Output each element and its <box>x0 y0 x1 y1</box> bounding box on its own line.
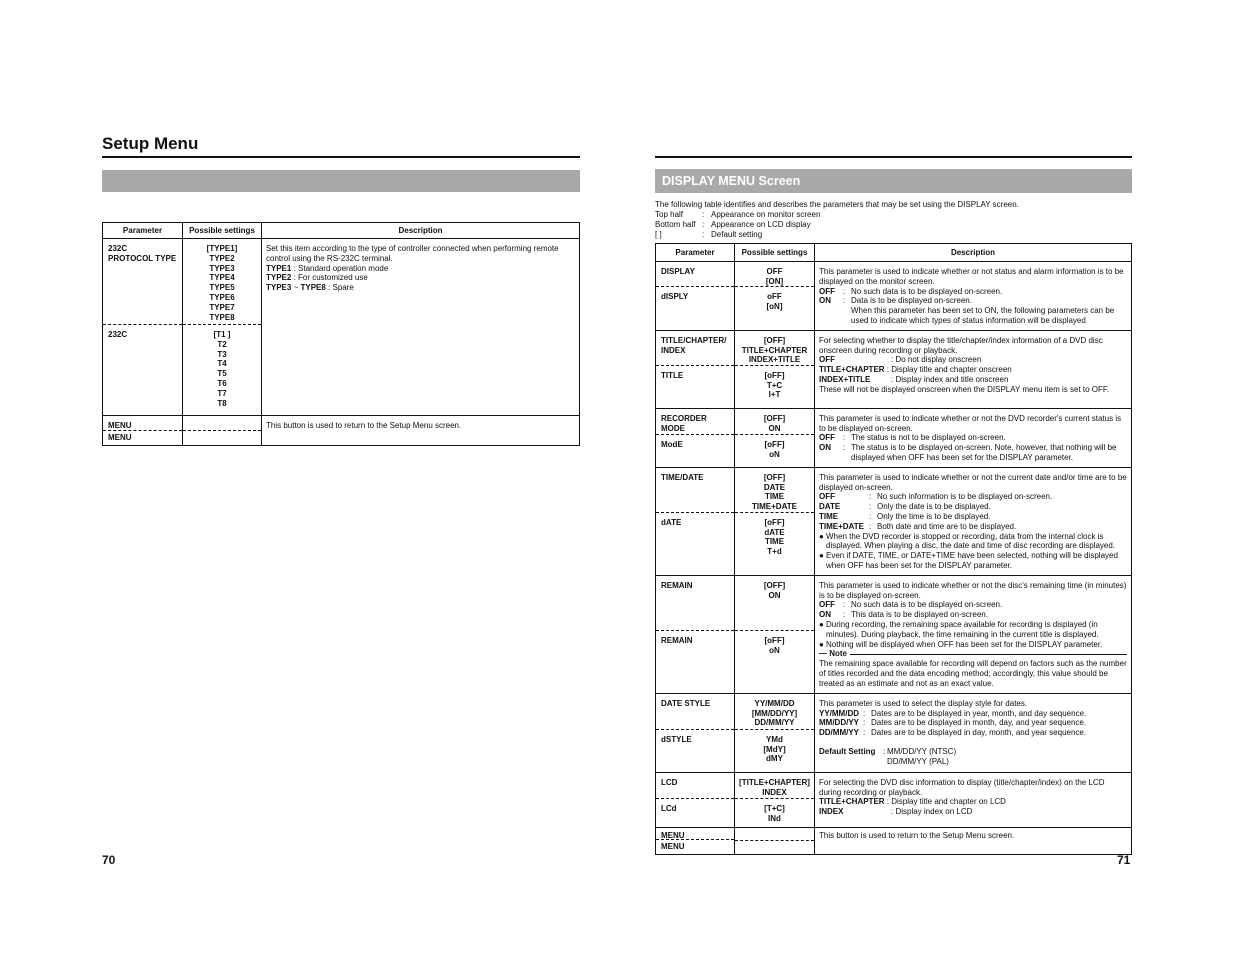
page-number-left: 70 <box>102 853 116 867</box>
page-title: Setup Menu <box>102 134 199 153</box>
type3-8-value: : Spare <box>325 283 354 293</box>
settings-date-lcd: [oFF] dATE TIME T+d <box>735 512 814 557</box>
ds-intro: This parameter is used to select the display style for dates. <box>819 698 1028 708</box>
title-intro: For selecting whether to display the title/chapter/index information of a DVD disc onscreen during recording or playback. <box>819 335 1103 355</box>
legend-bottom-value: Appearance on LCD display <box>711 220 811 229</box>
ds-ymd-key: YY/MM/DD <box>819 708 859 718</box>
remain-off-key: OFF <box>819 600 835 610</box>
legend-top-value: Appearance on monitor screen <box>711 210 821 219</box>
settings-dstyle-lcd: YMd [MdY] dMY <box>735 729 814 764</box>
td-timedate-key: TIME+DATE <box>819 521 864 531</box>
settings-232c-monitor: [TYPE1] TYPE2 TYPE3 TYPE4 TYPE5 TYPE6 TYPE7 TYPE8 <box>206 244 238 322</box>
param-remain: REMAIN <box>661 580 693 590</box>
param-lcd-lcd: LCd <box>656 798 734 814</box>
td-time-value: Only the time is to be displayed. <box>877 511 991 521</box>
title-tc-value: : Display title and chapter onscreen <box>884 365 1012 375</box>
remain-off-value: No such data is to be displayed on-screen. <box>851 600 1003 610</box>
param-menu-lcd: MENU <box>103 430 182 443</box>
page-number-right: 71 <box>1117 853 1131 867</box>
title-outro: These will not be displayed onscreen when the DISPLAY menu item is set to OFF. <box>819 384 1110 394</box>
lcd-index-key: INDEX <box>819 807 844 817</box>
param-title-chapter: TITLE/CHAPTER/ INDEX <box>661 335 727 355</box>
settings-232c-lcd: [T1 ] T2 T3 T4 T5 T6 T7 T8 <box>183 324 261 408</box>
display-intro: This parameter is used to indicate whether or not status and alarm information is to be displayed on the monitor screen. <box>819 267 1124 286</box>
header-settings: Possible settings <box>735 244 815 262</box>
td-timedate-value: Both date and time are to be displayed. <box>877 521 1017 531</box>
lcd-tc-key: TITLE+CHAPTER <box>819 797 885 807</box>
param-display-lcd: dISPLY <box>656 286 734 302</box>
td-off-value: No such information is to be displayed on-screen. <box>877 492 1053 502</box>
legend-bottom-key: Bottom half <box>655 220 696 229</box>
lcd-intro: For selecting the DVD disc information to display (title/chapter/index) on the LCD during recording or playback. <box>819 777 1105 797</box>
display-on-key: ON <box>819 296 831 306</box>
header-description: Description <box>815 244 1132 262</box>
type2-key: TYPE2 <box>266 273 292 283</box>
param-menu-lcd: MENU <box>656 839 734 852</box>
type1-value: : Standard operation mode <box>291 263 389 273</box>
display-on-value: Data is to be displayed on-screen. <box>851 296 972 306</box>
param-remain-lcd: REMAIN <box>656 630 734 646</box>
settings-title-chapter: [OFF] TITLE+CHAPTER INDEX+TITLE <box>741 335 808 365</box>
lcd-tc-value: : Display title and chapter on LCD <box>884 797 1006 807</box>
display-off-value: No such data is to be displayed on-screen. <box>851 286 1003 296</box>
remain-bullet-1: During recording, the remaining space available for recording is displayed (in minutes). During playback, the time remaining in the current title is displayed. <box>826 619 1099 639</box>
display-on-more: When this parameter has been set to ON, the following parameters can be used to indicate which types of status information will be displayed <box>851 306 1115 325</box>
type3-key: TYPE3 <box>266 283 292 293</box>
ds-default-ntsc: MM/DD/YY (NTSC) <box>887 746 957 756</box>
settings-time-date: [OFF] DATE TIME TIME+DATE <box>752 472 797 512</box>
remain-on-value: This data is to be displayed on-screen. <box>851 610 988 620</box>
settings-date-style: YY/MM/DD [MM/DD/YY] DD/MM/YY <box>751 698 798 728</box>
title-it-value: : Display index and title onscreen <box>891 374 1009 384</box>
type-range-sep: ~ <box>291 283 301 293</box>
settings-display-lcd: oFF [oN] <box>735 286 814 312</box>
settings-remain: [OFF] ON <box>763 580 786 600</box>
ds-default-pal: DD/MM/YY (PAL) <box>887 756 949 766</box>
mode-on-key: ON <box>819 443 831 453</box>
param-time-date: TIME/DATE <box>661 472 704 482</box>
ds-mdy-key: MM/DD/YY <box>819 718 859 728</box>
banner-title: DISPLAY MENU Screen <box>662 174 801 188</box>
header-parameter: Parameter <box>656 244 735 262</box>
type8-key: TYPE8 <box>300 283 326 293</box>
desc-menu: This button is used to return to the Setup Menu screen. <box>266 421 462 430</box>
remain-note: The remaining space available for recording will depend on factors such as the number of titles recorded and the data encoding method; accordingly, this value should be treated as an estimate and not as an exact value. <box>819 659 1127 688</box>
param-dstyle-lcd: dSTYLE <box>656 729 734 745</box>
section-banner-display-menu <box>655 169 1132 193</box>
remain-on-key: ON <box>819 610 831 620</box>
menu-desc: This button is used to return to the Setup Menu screen. <box>819 830 1015 840</box>
mode-on-more: displayed when OFF has been set for the DISPLAY parameter. <box>851 452 1074 462</box>
ds-mdy-value: Dates are to be displayed in month, day, and year sequence. <box>871 718 1087 728</box>
display-table: Parameter Possible settings Description DISPLAY dISPLY OFF [ON] oFF [oN] This parameter is used to indicate whether or not status and alarm information is to be displayed on the monitor screen. OFF : No such data is to be displayed on-screen. ON : Data is to be displayed on-screen. When this parameter has been set to ON, the following parameters can be used to indicate which types of status information will be displayed TITLE/CHAPTER/ INDEX TITLE [OFF] TITLE+CHAPTER INDEX+TITLE [oFF] T+C I+T For selecting whether to display the title/chapter/index information of a DVD disc onscreen during recording or playback. OFF : Do not display onscreen TITLE+CHAPTER : Display title and chapter onscreen INDEX+TITLE : Display index and title onscreen These will not be displayed onscreen when the DISPLAY menu item is set to OFF. RECORDER MODE ModE [OFF] ON [oFF] oN This parameter is used to indicate whether or not the DVD recorder's current status is to be displayed on-screen. OFF : The status is not to be displayed on-screen. ON : The status is to be displayed on-screen. Note, however, that nothing will be displayed when OFF has been set for the DISPLAY parameter. TIME/DATE dATE [OFF] DATE TIME TIME+DATE [oFF] dATE TIME T+d This parameter is used to indicate whether or not the current date and/or time are to be displayed on-screen. OFF : No such information is to be displayed on-screen. DATE : Only the date is to be displayed. TIME : Only the time is to be displayed. TIME+DATE : Both date and time are to be displayed. ● When the DVD recorder is stopped or recording, data from the internal clock is displayed. When playing a disc, the date and time of disc recording are displayed. ● Even if DATE, TIME, or DATE+TIME have been selected, nothing will be displayed when OFF has been set for the DISPLAY parameter. REMAIN REMAIN [OFF] ON [oFF] oN This parameter is used to indicate whether or not the disc's remaining time (in minutes) is to be displayed on-screen. OFF : No such data is to be displayed on-screen. ON : This data is to be displayed on-screen. ● During recording, the remaining space available for recording is displayed (in minutes). During playback, the time remaining in the current title is displayed. ● Nothing will be displayed when OFF has been set for the DISPLAY parameter. — Note The remaining space available for recording will depend on factors such as the number of titles recorded and the data encoding method; accordingly, this value should be treated as an estimate and not as an exact value. DATE STYLE dSTYLE YY/MM/DD [MM/DD/YY] DD/MM/YY YMd [MdY] dMY This parameter is used to select the display style for dates. YY/MM/DD : Dates are to be displayed in year, month, and day sequence. MM/DD/YY : Dates are to be displayed in month, day, and year sequence. DD/MM/YY : Dates are to be displayed in day, month, and year sequence. Default Setting : MM/DD/YY (NTSC) DD/MM/YY (PAL) LCD LCd [TITLE+CHAPTER] INDEX [T+C] INd For selecting the DVD disc information to display (title/chapter/index) on the LCD during recording or playback. TITLE+CHAPTER : Display title and chapter on LCD INDEX : Display index on LCD MENU MENU This button is used to return to the Setup Menu screen. <box>655 243 1132 855</box>
settings-title-lcd: [oFF] T+C I+T <box>735 365 814 400</box>
type1-key: TYPE1 <box>266 263 292 273</box>
settings-recorder-mode: [OFF] ON <box>763 413 786 433</box>
intro-text: The following table identifies and describes the parameters that may be set using the DISPLAY screen. Top half : Appearance on monitor screen Bottom half : Appearance on LCD display [ ] : Default setting <box>655 200 1132 240</box>
note-heading <box>819 649 1127 659</box>
lcd-index-value: : Display index on LCD <box>891 807 973 817</box>
mode-off-key: OFF <box>819 433 835 443</box>
param-menu-monitor: MENU <box>108 421 132 430</box>
legend-default-value: Default setting <box>711 230 763 239</box>
param-232c-monitor: 232C PROTOCOL TYPE <box>108 244 177 263</box>
title-off-key: OFF <box>819 355 835 365</box>
title-rule <box>102 156 580 158</box>
ds-ymd-value: Dates are to be displayed in year, month, and day sequence. <box>871 708 1087 718</box>
td-date-value: Only the date is to be displayed. <box>877 502 991 512</box>
td-time-key: TIME <box>819 511 839 521</box>
param-title-lcd: TITLE <box>656 365 734 381</box>
param-recorder-mode: RECORDER MODE <box>661 413 707 433</box>
right-rule <box>655 156 1132 158</box>
param-display: DISPLAY <box>661 267 695 276</box>
legend-default-key: [ ] <box>655 230 662 239</box>
desc-232c-intro: Set this item according to the type of controller connected when performing remote control using the RS-232C terminal. <box>266 244 559 263</box>
param-mode-lcd: ModE <box>656 434 734 450</box>
ds-default-key: Default Setting <box>819 746 876 756</box>
settings-mode-lcd: [oFF] oN <box>735 434 814 460</box>
param-menu: MENU <box>661 830 685 840</box>
section-banner <box>102 170 580 192</box>
settings-lcd: [TITLE+CHAPTER] INDEX <box>739 777 810 797</box>
desc-232c <box>262 239 580 416</box>
mode-intro: This parameter is used to indicate whether or not the DVD recorder's current status is to be displayed on-screen. <box>819 413 1122 433</box>
ds-dmy-value: Dates are to be displayed in day, month, and year sequence. <box>871 728 1087 738</box>
header-settings: Possible settings <box>183 223 262 239</box>
param-date-style: DATE STYLE <box>661 698 711 708</box>
td-intro: This parameter is used to indicate whether or not the current date and/or time are to be displayed on-screen. <box>819 472 1127 492</box>
legend-top-key: Top half <box>655 210 684 219</box>
mode-on-value: The status is to be displayed on-screen. Note, however, that nothing will be <box>851 443 1117 453</box>
title-off-value: : Do not display onscreen <box>891 355 982 365</box>
note-label: — Note <box>819 649 847 659</box>
td-off-key: OFF <box>819 492 835 502</box>
intro-sentence: The following table identifies and describes the parameters that may be set using the DISPLAY screen. <box>655 200 1019 209</box>
type2-value: : For customized use <box>291 273 368 283</box>
param-date-lcd: dATE <box>656 512 734 528</box>
header-parameter: Parameter <box>103 223 183 239</box>
remain-intro: This parameter is used to indicate whether or not the disc's remaining time (in minutes) is to be displayed on-screen. <box>819 580 1127 600</box>
settings-lcd-lcd: [T+C] INd <box>735 798 814 824</box>
setup-table <box>102 222 580 446</box>
display-off-key: OFF <box>819 286 835 296</box>
header-description: Description <box>262 223 580 239</box>
mode-off-value: The status is not to be displayed on-screen. <box>851 433 1006 443</box>
ds-dmy-key: DD/MM/YY <box>819 728 859 738</box>
td-bullet-1: When the DVD recorder is stopped or recording, data from the internal clock is displayed. When playing a disc, the date and time of disc recording are displayed. <box>826 531 1116 551</box>
td-date-key: DATE <box>819 502 841 512</box>
td-bullet-2: Even if DATE, TIME, or DATE+TIME have been selected, nothing will be displayed when OFF has been set for the DISPLAY parameter. <box>826 551 1118 570</box>
remain-bullet-2: Nothing will be displayed when OFF has been set for the DISPLAY parameter. <box>826 639 1103 649</box>
settings-remain-lcd: [oFF] oN <box>735 630 814 656</box>
title-tc-key: TITLE+CHAPTER <box>819 365 885 375</box>
param-lcd: LCD <box>661 777 678 787</box>
param-232c-lcd: 232C <box>103 324 182 340</box>
title-it-key: INDEX+TITLE <box>819 374 871 384</box>
settings-display: OFF [ON] <box>765 267 784 286</box>
